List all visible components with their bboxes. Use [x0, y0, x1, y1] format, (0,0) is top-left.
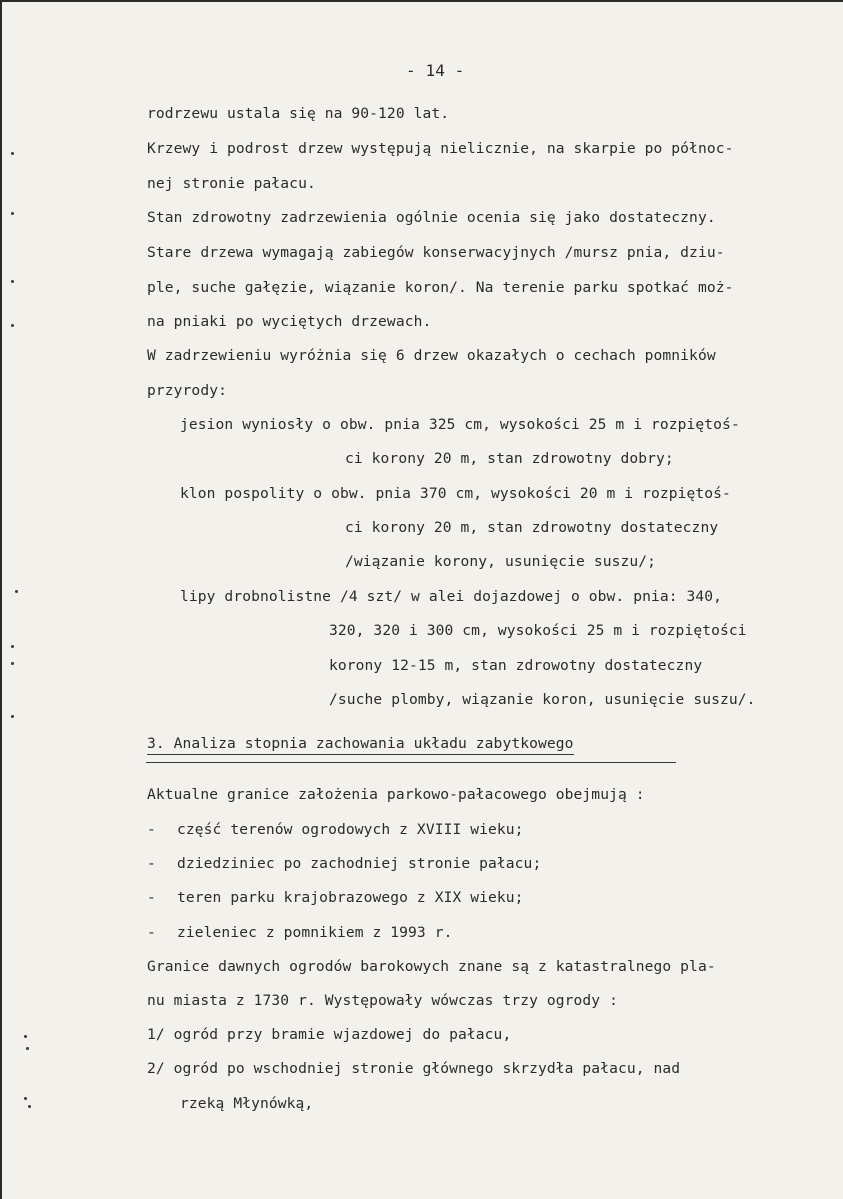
tree-entry-line: klon pospolity o obw. pnia 370 cm, wysokości 20 m i rozpiętoś- — [180, 485, 731, 502]
numbered-item: 2/ ogród po wschodniej stronie głównego skrzydła pałacu, nad — [147, 1060, 681, 1077]
tree-entry-line: /suche plomby, wiązanie koron, usunięcie suszu/. — [329, 691, 756, 708]
numbered-item: 1/ ogród przy bramie wjazdowej do pałacu, — [147, 1026, 512, 1043]
bullet-text: dziedziniec po zachodniej stronie pałacu; — [177, 855, 542, 872]
tree-entry-line: 320, 320 i 300 cm, wysokości 25 m i rozpiętości — [329, 622, 747, 639]
text-line: nej stronie pałacu. — [147, 175, 316, 192]
dash-bullet: - — [147, 924, 156, 941]
bullet-text: zieleniec z pomnikiem z 1993 r. — [177, 924, 453, 941]
bullet-item — [147, 855, 541, 873]
text-line: Stare drzewa wymagają zabiegów konserwacyjnych /mursz pnia, dziu- — [147, 244, 725, 261]
scan-speck — [11, 715, 14, 718]
dash-bullet: - — [147, 889, 156, 906]
bullet-text: teren parku krajobrazowego z XIX wieku; — [177, 889, 524, 906]
text-line: Granice dawnych ogrodów barokowych znane są z katastralnego pla- — [147, 958, 716, 975]
dash-bullet: - — [147, 855, 156, 872]
dash-bullet: - — [147, 821, 156, 838]
scan-speck — [11, 645, 14, 648]
bullet-item — [147, 924, 452, 942]
text-line: na pniaki po wyciętych drzewach. — [147, 313, 432, 330]
scan-speck — [11, 662, 14, 665]
section-heading: 3. Analiza stopnia zachowania układu zabytkowego — [147, 735, 574, 755]
text-line: przyrody: — [147, 382, 227, 399]
scan-speck — [15, 590, 18, 593]
text-line: Aktualne granice założenia parkowo-pałacowego obejmują : — [147, 786, 645, 803]
scan-speck — [24, 1097, 27, 1100]
scan-speck — [11, 324, 14, 327]
tree-entry-line: korony 12-15 m, stan zdrowotny dostateczny — [329, 657, 703, 674]
scan-speck — [11, 152, 14, 155]
tree-entry-line: /wiązanie korony, usunięcie suszu/; — [345, 553, 657, 570]
scan-speck — [11, 212, 14, 215]
tree-entry-line: ci korony 20 m, stan zdrowotny dobry; — [345, 450, 674, 467]
text-line: Krzewy i podrost drzew występują nielicznie, na skarpie po północ- — [147, 140, 734, 157]
bullet-item — [147, 889, 524, 907]
text-line: ple, suche gałęzie, wiązanie koron/. Na terenie parku spotkać moż- — [147, 279, 734, 296]
scan-speck — [28, 1105, 31, 1108]
bullet-text: część terenów ogrodowych z XVIII wieku; — [177, 821, 524, 838]
page-number: - 14 - — [406, 61, 465, 80]
scan-speck — [26, 1047, 29, 1050]
text-line: rodrzewu ustala się na 90-120 lat. — [147, 105, 450, 122]
tree-entry-line: ci korony 20 m, stan zdrowotny dostateczny — [345, 519, 719, 536]
tree-entry-line: lipy drobnolistne /4 szt/ w alei dojazdowej o obw. pnia: 340, — [180, 588, 723, 605]
bullet-item — [147, 821, 524, 839]
scan-speck — [24, 1035, 27, 1038]
section-underline — [146, 762, 676, 763]
numbered-item-continuation: rzeką Młynówką, — [180, 1095, 314, 1112]
text-line: Stan zdrowotny zadrzewienia ogólnie ocenia się jako dostateczny. — [147, 209, 716, 226]
text-line: nu miasta z 1730 r. Występowały wówczas trzy ogrody : — [147, 992, 618, 1009]
scan-speck — [11, 280, 14, 283]
text-line: W zadrzewieniu wyróżnia się 6 drzew okazałych o cechach pomników — [147, 347, 716, 364]
tree-entry-line: jesion wyniosły o obw. pnia 325 cm, wysokości 25 m i rozpiętoś- — [180, 416, 740, 433]
